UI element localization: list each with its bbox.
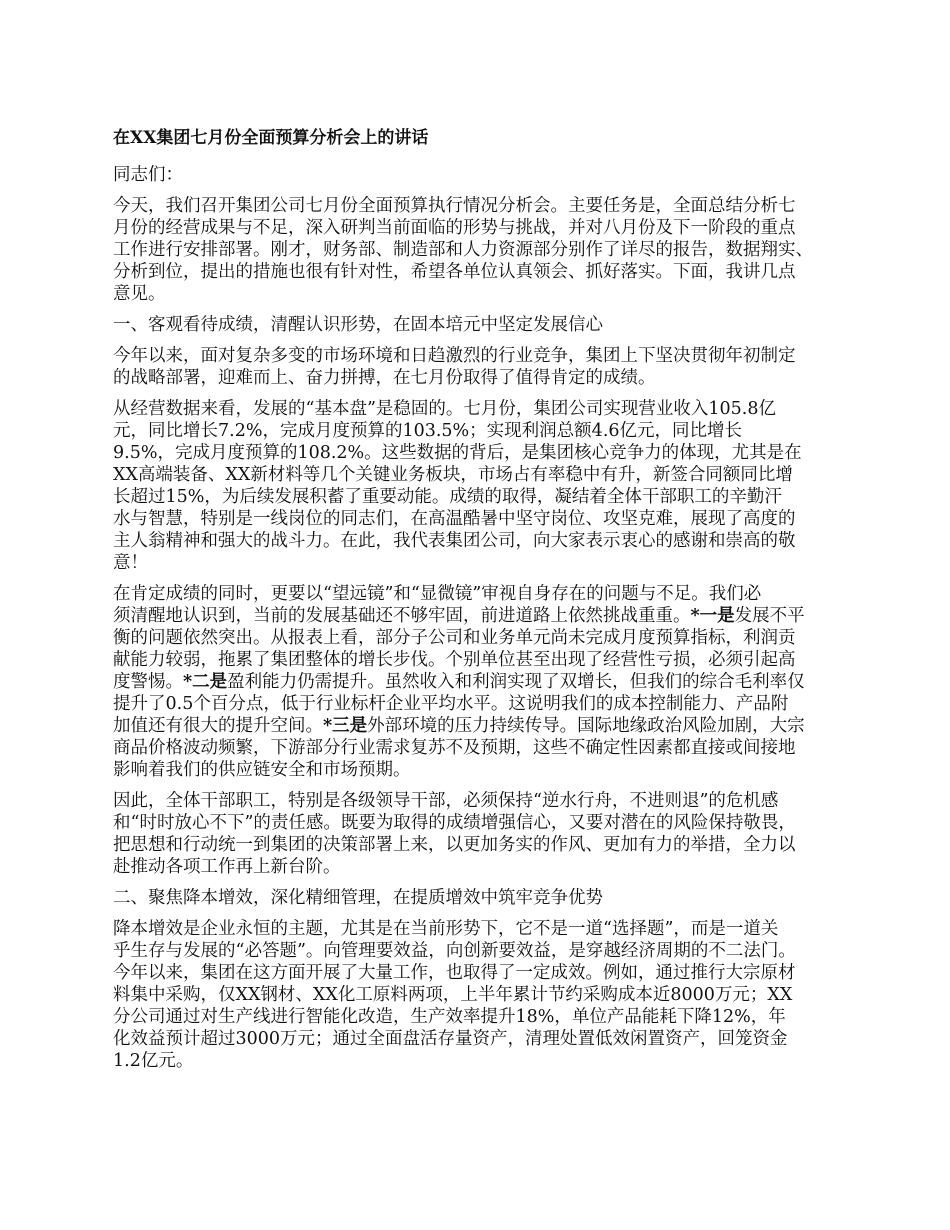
- text-line: [113, 367, 843, 389]
- text-segment: 今年以来，面对复杂多变的市场环境和日趋激烈的行业竞争，集团上下坚决贯彻年初制定: [113, 346, 796, 366]
- text-line: [113, 1028, 843, 1050]
- text-segment: 提升了0.5个百分点，低于行业标杆企业平均水平。这说明我们的成本控制能力、产品附: [113, 694, 789, 714]
- text-segment: 化效益预计超过3000万元；通过全面盘活存量资产，清理处置低效闲置资产，回笼资金: [113, 1029, 788, 1049]
- section-1-para-3: [113, 583, 843, 781]
- text-line: [113, 715, 843, 737]
- text-line: [113, 261, 843, 283]
- text-segment: 意！: [113, 553, 148, 573]
- text-segment: 同志们：: [113, 165, 183, 185]
- text-segment: 的战略部署，迎难而上、奋力拼搏，在七月份取得了值得肯定的成绩。: [113, 368, 656, 388]
- text-segment: 因此，全体干部职工，特别是各级领导干部，必须保持“逆水行舟，不进则退”的危机感: [113, 791, 779, 811]
- text-segment: 从经营数据来看，发展的“基本盘”是稳固的。七月份，集团公司实现营业收入105.8亿: [113, 399, 776, 419]
- text-line: [113, 195, 843, 217]
- text-segment: XX高端装备、XX新材料等几个关键业务板块，市场占有率稳中有升，新签合同额同比增: [113, 465, 793, 485]
- text-segment: 9.5%，完成月度预算的108.2%。这些数据的背后，是集团核心竞争力的体现，尤其是在: [113, 443, 802, 463]
- text-line: [113, 583, 843, 605]
- text-line: [113, 552, 843, 574]
- text-line: [113, 398, 843, 420]
- paragraphs: [113, 164, 843, 1072]
- text-segment: 长超过15%，为后续发展积蓄了重要动能。成绩的取得，凝结着全体干部职工的辛勤汗: [113, 487, 782, 507]
- text-segment: 乎生存与发展的“必答题”。向管理要效益，向创新要效益，是穿越经济周期的不二法门。: [113, 941, 796, 961]
- text-segment: 衡的问题依然突出。从报表上看，部分子公司和业务单元尚未完成月度预算指标，利润贡: [113, 628, 796, 648]
- text-line: [113, 283, 843, 305]
- text-line: [113, 239, 843, 261]
- text-segment: 把思想和行动统一到集团的决策部署上来，以更加务实的作风、更加有力的举措，全力以: [113, 835, 796, 855]
- text-line: [113, 834, 843, 856]
- text-line: [113, 887, 843, 909]
- text-line: [113, 1050, 843, 1072]
- text-segment: 赴推动各项工作再上新台阶。: [113, 857, 341, 877]
- text-segment: 水与智慧，特别是一线岗位的同志们，在高温酷暑中坚守岗位、攻坚克难，展现了高度的: [113, 509, 796, 529]
- text-segment: 工作进行安排部署。刚才，财务部、制造部和人力资源部分别作了详尽的报告，数据翔实、: [113, 240, 813, 260]
- text-line: [113, 464, 843, 486]
- text-segment: 元，同比增长7.2%，完成月度预算的103.5%；实现利润总额4.6亿元，同比增长: [113, 421, 743, 441]
- text-segment: 外部环境的压力持续传导。国际地缘政治风险加剧，大宗: [367, 716, 805, 736]
- text-segment: 加值还有很大的提升空间。: [113, 716, 323, 736]
- text-line: [113, 530, 843, 552]
- text-line: [113, 649, 843, 671]
- text-segment: 献能力较弱，拖累了集团整体的增长步伐。个别单位甚至出现了经营性亏损，必须引起高: [113, 650, 796, 670]
- text-segment: 分析到位，提出的措施也很有针对性，希望各单位认真领会、抓好落实。下面，我讲几点: [113, 262, 796, 282]
- section-1-para-4: [113, 790, 843, 878]
- text-line: [113, 918, 843, 940]
- text-segment: 发展不平: [734, 606, 805, 626]
- text-line: [113, 164, 843, 186]
- emphasis: *二是: [183, 672, 228, 692]
- text-segment: 须清醒地认识到，当前的发展基础还不够牢固，前进道路上依然挑战重重。: [113, 606, 691, 626]
- text-segment: 今天，我们召开集团公司七月份全面预算执行情况分析会。主要任务是，全面总结分析七: [113, 196, 796, 216]
- text-line: [113, 486, 843, 508]
- text-line: [113, 345, 843, 367]
- text-segment: 度警惕。: [113, 672, 183, 692]
- section-2-para-1: [113, 918, 843, 1072]
- text-line: [113, 508, 843, 530]
- document-title: 在XX集团七月份全面预算分析会上的讲话: [113, 128, 429, 148]
- text-line: [113, 627, 843, 649]
- emphasis: *一是: [690, 606, 735, 626]
- section-1-heading: [113, 314, 843, 336]
- text-segment: 月份的经营成果与不足，深入研判当前面临的形势与挑战，并对八月份及下一阶段的重点: [113, 218, 796, 238]
- text-segment: 降本增效是企业永恒的主题，尤其是在当前形势下，它不是一道“选择题”，而是一道关: [113, 919, 779, 939]
- text-line: [113, 217, 843, 239]
- text-line: [113, 940, 843, 962]
- text-line: [113, 314, 843, 336]
- text-segment: 在肯定成绩的同时，更要以“望远镜”和“显微镜”审视自身存在的问题与不足。我们必: [113, 584, 762, 604]
- text-segment: 二、聚焦降本增效，深化精细管理，在提质增效中筑牢竞争优势: [113, 888, 603, 908]
- text-line: [113, 1006, 843, 1028]
- salutation: [113, 164, 843, 186]
- text-segment: 今年以来，集团在这方面开展了大量工作，也取得了一定成效。例如，通过推行大宗原材: [113, 963, 796, 983]
- text-segment: 1.2亿元。: [113, 1051, 194, 1071]
- text-segment: 一、客观看待成绩，清醒认识形势，在固本培元中坚定发展信心: [113, 315, 603, 335]
- text-segment: 主人翁精神和强大的战斗力。在此，我代表集团公司，向大家表示衷心的感谢和崇高的敬: [113, 531, 796, 551]
- section-1-para-1: [113, 345, 843, 389]
- text-line: [113, 790, 843, 812]
- text-segment: 影响着我们的供应链安全和市场预期。: [113, 760, 411, 780]
- text-line: [113, 671, 843, 693]
- text-segment: 商品价格波动频繁，下游部分行业需求复苏不及预期，这些不确定性因素都直接或间接地: [113, 738, 796, 758]
- document-body: [113, 126, 843, 1081]
- text-segment: 料集中采购，仅XX钢材、XX化工原料两项，上半年累计节约采购成本近8000万元；XX: [113, 985, 793, 1005]
- text-segment: 盈利能力仍需提升。虽然收入和利润实现了双增长，但我们的综合毛利率仅: [227, 672, 805, 692]
- text-line: [113, 420, 843, 442]
- text-line: [113, 856, 843, 878]
- text-line: [113, 759, 843, 781]
- text-line: [113, 442, 843, 464]
- text-segment: 意见。: [113, 284, 166, 304]
- text-line: [113, 984, 843, 1006]
- text-segment: 分公司通过对生产线进行智能化改造，生产效率提升18%，单位产品能耗下降12%，年: [113, 1007, 786, 1027]
- text-line: [113, 962, 843, 984]
- text-line: [113, 605, 843, 627]
- text-line: [113, 693, 843, 715]
- text-line: [113, 812, 843, 834]
- text-segment: 和“时时放心不下”的责任感。既要为取得的成绩增强信心，又要对潜在的风险保持敬畏，: [113, 813, 796, 833]
- text-line: [113, 737, 843, 759]
- emphasis: *三是: [323, 716, 368, 736]
- section-2-heading: [113, 887, 843, 909]
- intro: [113, 195, 843, 305]
- section-1-para-2: [113, 398, 843, 574]
